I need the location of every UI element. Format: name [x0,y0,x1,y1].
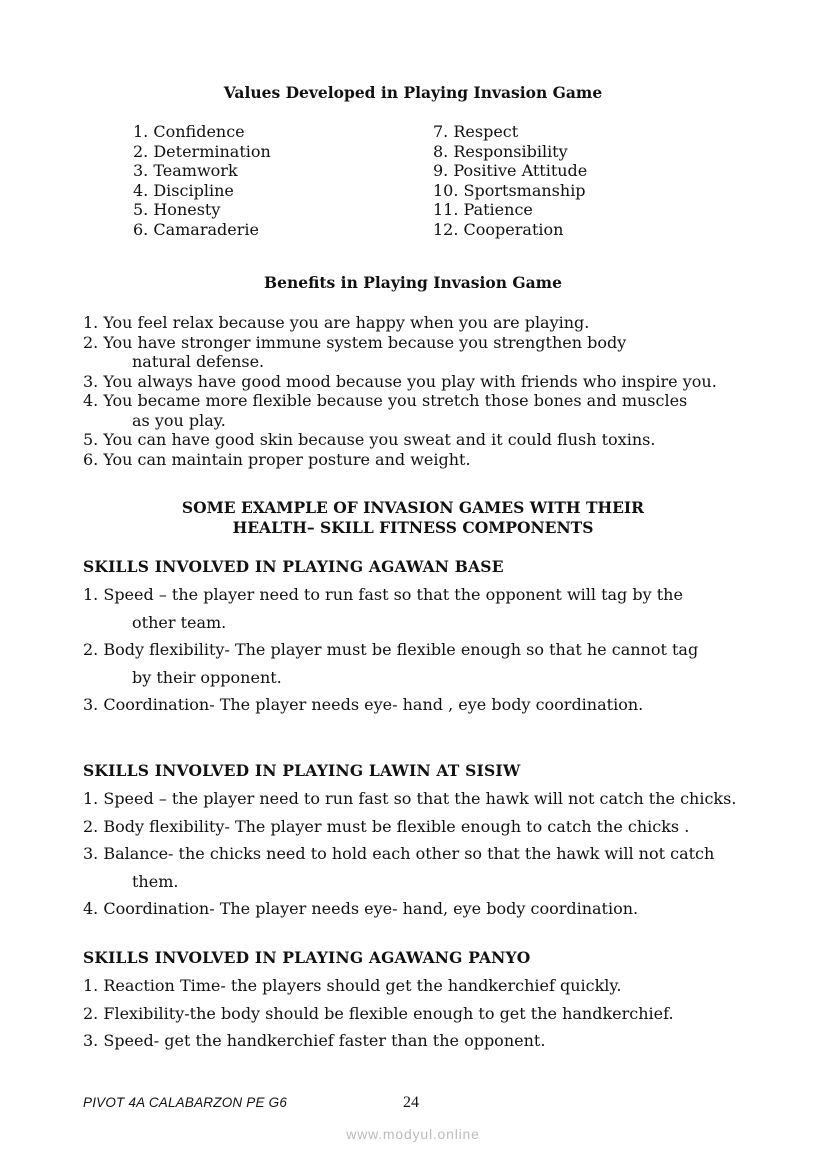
examples-heading-line1: SOME EXAMPLE OF INVASION GAMES WITH THEIR [181,498,645,517]
value-item: 1. Confidence [133,122,245,141]
agawan-base-heading: SKILLS INVOLVED IN PLAYING AGAWAN BASE [83,557,504,576]
list-item [83,840,745,895]
value-item: 8. Responsibility [433,141,568,161]
benefits-heading: Benefits in Playing Invasion Game [264,273,562,292]
benefits-list [83,313,743,469]
watermark-text: www.modyul.online [346,1126,480,1142]
list-item [83,333,743,372]
skill-line: 3. Speed- get the handkerchief faster than the opponent. [83,1031,546,1050]
skill-line: 2. Body flexibility- The player must be flexible enough to catch the chicks . [83,816,690,836]
value-item: 12. Cooperation [433,219,564,239]
skill-line: 2. Body flexibility- The player must be flexible enough so that he cannot tag [83,640,699,659]
benefit-line: 1. You feel relax because you are happy when you are playing. [83,313,590,332]
page-number: 24 [403,1094,419,1111]
value-item: 2. Determination [133,141,271,161]
benefit-line: 3. You always have good mood because you play with friends who inspire you. [83,371,717,391]
benefit-line: 4. You became more flexible because you stretch those bones and muscles [83,391,688,410]
value-item: 4. Discipline [133,180,234,200]
values-list-right [433,122,587,240]
list-item [83,691,745,719]
benefit-line: 2. You have stronger immune system because you strengthen body [83,332,627,352]
list-item [83,450,743,470]
list-item [83,391,743,430]
value-item: 5. Honesty [133,200,221,220]
value-item: 9. Positive Attitude [433,161,588,181]
values-list-left [133,122,271,240]
benefit-line: 6. You can maintain proper posture and weight. [83,449,471,469]
list-item [83,895,745,923]
value-item: 7. Respect [433,122,519,141]
skill-line: 4. Coordination- The player needs eye- hand, eye body coordination. [83,899,639,918]
list-item [83,813,745,841]
list-item [83,636,745,691]
skill-line: 1. Speed – the player need to run fast so that the opponent will tag by the [83,585,683,604]
list-item [83,1027,745,1055]
value-item: 11. Patience [433,200,533,220]
skill-continuation: by their opponent. [132,667,282,687]
agawang-panyo-heading: SKILLS INVOLVED IN PLAYING AGAWANG PANYO [83,948,531,967]
list-item [83,972,745,1000]
skill-line: 1. Reaction Time- the players should get the handkerchief quickly. [83,976,622,995]
skill-continuation: other team. [132,612,227,632]
list-item [83,785,745,813]
skill-line: 1. Speed – the player need to run fast so that the hawk will not catch the chicks. [83,789,737,808]
benefit-line: 5. You can have good skin because you sweat and it could flush toxins. [83,430,656,449]
value-item: 6. Camaraderie [133,219,259,239]
skill-line: 2. Flexibility-the body should be flexible enough to get the handkerchief. [83,1003,674,1023]
list-item [83,372,743,392]
list-item [83,1000,745,1028]
lawin-at-sisiw-list [83,785,745,923]
agawan-base-list [83,581,745,719]
skill-continuation: them. [132,871,179,891]
skill-line: 3. Balance- the chicks need to hold each other so that the hawk will not catch [83,844,715,863]
lawin-at-sisiw-heading: SKILLS INVOLVED IN PLAYING LAWIN AT SISIW [83,761,521,780]
skill-line: 3. Coordination- The player needs eye- hand , eye body coordination. [83,695,644,714]
value-item: 3. Teamwork [133,161,238,181]
value-item: 10. Sportsmanship [433,180,586,200]
values-heading: Values Developed in Playing Invasion Game [223,83,603,102]
list-item [83,581,745,636]
benefit-continuation: natural defense. [132,352,265,371]
agawang-panyo-list [83,972,745,1055]
benefit-continuation: as you play. [132,410,226,430]
list-item [83,313,743,333]
footer-module-title: PIVOT 4A CALABARZON PE G6 [83,1095,288,1110]
list-item [83,430,743,450]
examples-heading-line2: HEALTH– SKILL FITNESS COMPONENTS [232,518,594,537]
